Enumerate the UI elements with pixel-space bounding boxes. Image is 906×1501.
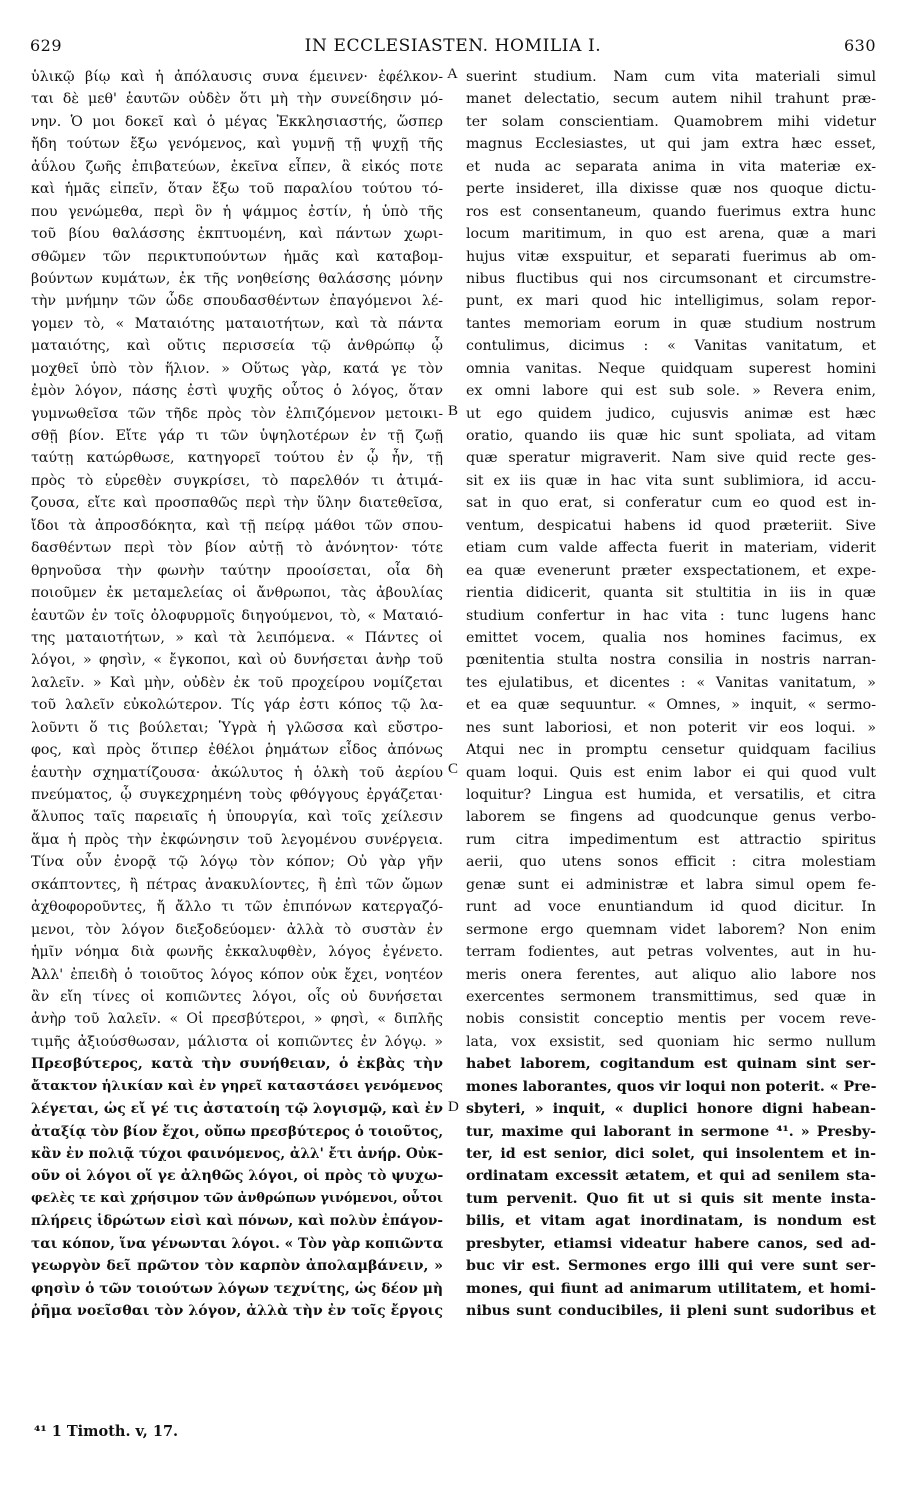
text-line: δασθέντων περὶ τὸν βίον αὐτῇ τὸ ἀνόνητον· τότε	[31, 540, 443, 557]
greek-text-column	[31, 66, 443, 1323]
text-line: laborem se fingens ad quodcunque genus verbo-	[466, 809, 876, 826]
text-line: ματαιότης, καὶ οὔτις περισσεία τῷ ἀνθρώπῳ ᾧ	[31, 338, 443, 355]
text-line: λοῦντι ὅ τις βούλεται; Ὑγρὰ ἡ γλῶσσα καὶ εὔστρο-	[31, 719, 443, 736]
text-line: mones laborantes, quos vir loqui non poterit. « Pre-	[466, 1078, 876, 1095]
text-line: Ἀλλ' ἐπειδὴ ὁ τοιοῦτος λόγος κόπον οὐκ ἔχει, νοητέον	[31, 966, 443, 983]
section-marker-a: A	[447, 66, 458, 82]
text-line: runt ad voce enuntiandum id quod dicitur. In	[466, 899, 876, 916]
text-line: nibus sunt conducibiles, ii pleni sunt sudoribus et	[466, 1303, 876, 1320]
text-line: ὑλικῷ βίῳ καὶ ἡ ἀπόλαυσις συνα έμεινεν· ἐφέλκον-	[31, 69, 443, 85]
text-line: rum citra impedimentum est attractio spiritus	[466, 831, 876, 848]
text-line: presbyter, etiamsi videatur habere canos, sed ad-	[466, 1235, 876, 1252]
text-line: nibus fluctibus qui nos circumsonant et circumstre-	[466, 270, 876, 287]
text-line: magnus Ecclesiastes, ut qui jam extra hæc esset,	[466, 136, 876, 153]
text-line: πνεύματος, ᾧ συγκεχρημένη τοὺς φθόγγους ἐργάζεται·	[31, 787, 443, 803]
text-line: ventum, despicatui habens id quod præteriit. Sive	[466, 517, 876, 534]
text-line: studium confertur in hac vita : tunc lugens hanc	[466, 607, 876, 624]
text-line: κἂν ἐν πολιᾷ τύχοι φαινόμενος, ἀλλ' ἔτι ἀνήρ. Οὐκ-	[31, 1146, 443, 1162]
text-line: oratio, quando iis quæ hic sunt spoliata, ad vitam	[466, 428, 876, 444]
text-line: μενοι, τὸν λόγον διεξοδεύομεν· ἀλλὰ τὸ συστὰν ἐν	[31, 921, 443, 938]
text-line: nobis consistit conceptio mentis per vocem reve-	[466, 1011, 876, 1028]
text-line: ταύτῃ κατώρθωσε, κατηγορεῖ τούτου ἐν ᾧ ἦν, τῇ	[31, 450, 443, 467]
text-line: πλήρεις ἱδρώτων εἰσὶ καὶ πόνων, καὶ πολὺν ἐπάγον-	[31, 1213, 443, 1230]
latin-text-column	[466, 66, 876, 1323]
text-line: θρηνοῦσα τὴν φωνὴν ταύτην προοίσεται, οἷα δὴ	[31, 562, 443, 579]
text-line: ποιοῦμεν ἐκ μεταμελείας οἱ ἄνθρωποι, τὰς ἀβουλίας	[31, 585, 443, 602]
text-line: ordinatam excessit ætatem, et qui ad senilem sta-	[466, 1168, 876, 1185]
text-line: οῦν οἱ λόγοι οἵ γε ἀληθῶς λόγοι, οἱ πρὸς τὸ ψυχω-	[31, 1168, 443, 1185]
text-line: ἂν εἴη τίνες οἱ κοπιῶντες λόγοι, οἷς οὐ δυνήσεται	[31, 988, 443, 1005]
text-line: ea quæ evenerunt præter exspectationem, et expe-	[466, 562, 876, 579]
text-line: βούντων κυμάτων, ἐκ τῆς νοηθείσης θαλάσσης μόνην	[31, 270, 443, 287]
text-line: sbyteri, » inquit, « duplici honore digni habean-	[466, 1101, 876, 1118]
text-line: ἐμὸν λόγον, πάσης ἐστὶ ψυχῆς οὗτος ὁ λόγος, ὅταν	[31, 383, 443, 400]
text-line: ἀταξίᾳ τὸν βίον ἔχοι, οὔπω πρεσβύτερος ὁ τοιοῦτος,	[31, 1123, 443, 1140]
text-line: nes sunt laboriosi, et non poterit vir eos loqui. »	[466, 719, 876, 736]
text-line: lata, vox exsistit, sed quoniam hic sermo nullum	[466, 1033, 876, 1050]
text-line: perte insideret, illa dixisse quæ nos quoque dictu-	[466, 181, 876, 198]
text-line: φελὲς τε καὶ χρήσιμον τῶν ἀνθρώπων γινόμενοι, οὗτοι	[31, 1190, 443, 1206]
text-line: habet laborem, cogitandum est quinam sint ser-	[466, 1056, 876, 1073]
text-line: ter solam conscientiam. Quamobrem mihi videtur	[466, 113, 876, 130]
text-line: λαλεῖν. » Καὶ μὴν, οὐδὲν ἐκ τοῦ προχείρου νομίζεται	[31, 674, 443, 691]
text-line: ἑαυτὴν σχηματίζουσα· ἀκώλυτος ἡ ὁλκὴ τοῦ ἀερίου	[31, 764, 443, 781]
text-line: Πρεσβύτερος, κατὰ τὴν συνήθειαν, ὁ ἐκβὰς τὴν	[31, 1056, 443, 1073]
text-line: τοῦ βίου θαλάσσης ἐκπτυομένη, καὶ πάντων χωρι-	[31, 226, 443, 243]
text-line: ζουσα, εἴτε καὶ προσπαθῶς περὶ τὴν ὕλην διατεθεῖσα,	[31, 495, 443, 512]
text-line: suerint studium. Nam cum vita materiali simul	[466, 69, 876, 85]
text-line: Τίνα οὖν ἐνορᾷ τῷ λόγῳ τὸν κόπον; Οὐ γὰρ γῆν	[31, 854, 443, 871]
text-line: etiam cum valde affecta fuerit in materiam, viderit	[466, 540, 876, 557]
text-line: τιμῆς ἀξιούσθωσαν, μάλιστα οἱ κοπιῶντες ἐν λόγῳ. »	[31, 1033, 443, 1050]
text-line: meris onera ferentes, aut aliquo alio labore nos	[466, 966, 876, 983]
text-line: γομεν τὸ, « Ματαιότης ματαιοτήτων, καὶ τὰ πάντα	[31, 315, 443, 332]
text-line: quæ speratur migraverit. Nam sive quid recte ges-	[466, 450, 876, 467]
text-line: ut ego quidem judico, cujusvis animæ est hæc	[466, 405, 876, 422]
text-line: ros est consentaneum, quando fuerimus extra hunc	[466, 203, 876, 220]
text-line: γυμνωθεῖσα τῶν τῆδε πρὸς τὸν ἐλπιζόμενον μετοικι-	[31, 405, 443, 422]
footnote: ⁴¹ 1 Timoth. v, 17.	[34, 1423, 179, 1440]
text-line: manet delectatio, secum autem nihil trahunt præ-	[466, 91, 876, 108]
page-header	[30, 36, 876, 58]
text-line: γεωργὸν δεῖ πρῶτον τὸν καρπὸν ἀπολαμβάνειν, »	[31, 1258, 443, 1275]
running-title: IN ECCLESIASTEN. HOMILIA I.	[304, 36, 602, 56]
text-line: omnia vanitas. Neque quidquam superest homini	[466, 360, 876, 377]
text-line: λόγοι, » φησὶν, « ἔγκοποι, καὶ οὐ δυνήσεται ἀνὴρ τοῦ	[31, 652, 443, 669]
text-line: ex omni labore qui est sub sole. » Revera enim,	[466, 383, 876, 400]
text-line: ται κόπον, ἵνα γένωνται λόγοι. « Τὸν γὰρ κοπιῶντα	[31, 1235, 443, 1252]
text-line: τὴν μνήμην τῶν ὧδε σπουδασθέντων ἐπαγόμενοι λέ-	[31, 293, 443, 310]
text-line: sit ex iis quæ in hac vita sunt sublimiora, id accu-	[466, 472, 876, 489]
text-line: σθῶμεν τῶν περικτυπούντων ἡμᾶς καὶ καταβομ-	[31, 248, 443, 265]
text-line: tes ejulatibus, et dicentes : « Vanitas vanitatum, »	[466, 674, 876, 691]
text-line: buc vir est. Sermones ergo illi qui vere sunt ser-	[466, 1258, 876, 1275]
text-line: σκάπτοντες, ἢ πέτρας ἀνακυλίοντες, ἢ ἐπὶ τῶν ὤμων	[31, 876, 443, 893]
text-line: ἄλυπος ταῖς παρειαῖς ἡ ὑπουργία, καὶ τοῖς χείλεσιν	[31, 809, 443, 826]
text-line: exercentes sermonem transmittimus, sed quæ in	[466, 988, 876, 1005]
text-line: μοχθεῖ ὑπὸ τὸν ἥλιον. » Οὕτως γὰρ, κατά γε τὸν	[31, 360, 443, 377]
text-line: ἀχθοφοροῦντες, ἤ ἄλλο τι τῶν ἐπιπόνων κατεργαζό-	[31, 899, 443, 916]
text-line: τοῦ λαλεῖν εὐκολώτερον. Τίς γάρ ἐστι κόπος τῷ λα-	[31, 697, 443, 714]
text-line: emittet vocem, qualia nos homines facimus, ex	[466, 629, 876, 646]
text-line: ῥῆμα νοεῖσθαι τὸν λόγον, ἀλλὰ τὴν ἐν τοῖς ἔργοις	[31, 1303, 443, 1320]
text-line: ἴδοι τὰ ἀπροσδόκητα, καὶ τῇ πείρᾳ μάθοι τῶν σπου-	[31, 517, 443, 534]
text-line: καὶ ἡμᾶς εἰπεῖν, ὅταν ἔξω τοῦ παραλίου τούτου τό-	[31, 181, 443, 198]
section-marker-b: B	[448, 403, 459, 419]
text-line: ἄτακτον ἡλικίαν καὶ ἐν γηρεῖ καταστάσει γενόμενος	[31, 1078, 443, 1094]
text-line: ἡμῖν νόημα διὰ φωνῆς ἐκκαλυφθὲν, λόγος ἐγένετο.	[31, 944, 443, 961]
text-line: Atqui nec in promptu censetur quidquam facilius	[466, 742, 876, 759]
text-line: που γενώμεθα, περὶ ὃν ἡ ψάμμος ἐστίν, ἡ ὑπὸ τῆς	[31, 203, 443, 220]
text-line: bilis, et vitam agat inordinatam, is nondum est	[466, 1213, 876, 1230]
text-line: pœnitentia stulta nostra consilia in nostris narran-	[466, 652, 876, 669]
page-number-right: 630	[843, 36, 876, 55]
text-line: φος, καὶ πρὸς ὅτιπερ ἐθέλοι ῥημάτων εἶδος ἀπόνως	[31, 742, 443, 759]
text-line: της ματαιοτήτων, » καὶ τὰ λειπόμενα. « Πάντες οἱ	[31, 629, 443, 646]
text-line: et ea quæ sequuntur. « Omnes, » inquit, « sermo-	[466, 697, 876, 714]
text-line: ἑαυτῶν ἐν τοῖς ὀλοφυρμοῖς διηγούμενοι, τὸ, « Ματαιό-	[31, 607, 443, 624]
text-line: sat in quo erat, si conferatur cum eo quod est in-	[466, 495, 876, 512]
text-line: hujus vitæ exspuitur, et separati fuerimus ab om-	[466, 248, 876, 265]
text-line: rientia didicerit, quanta sit stultitia in iis in quæ	[466, 585, 876, 602]
text-line: πρὸς τὸ εὑρεθὲν συγκρίσει, τὸ παρελθόν τι ἀτιμά-	[31, 472, 443, 489]
text-line: tantes memoriam eorum in quæ studium nostrum	[466, 315, 876, 332]
page-number-left: 629	[30, 36, 63, 55]
text-line: ἀΰλου ζωῆς ἐπιβατεύων, ἐκεῖνα εἶπεν, ἃ εἰκός ποτε	[31, 158, 443, 175]
text-line: terram fodientes, aut petras volventes, aut in hu-	[466, 944, 876, 961]
text-line: φησὶν ὁ τῶν τοιούτων λόγων τεχνίτης, ὡς δέον μὴ	[31, 1280, 443, 1297]
text-line: punt, ex mari quod hic intelligimus, solam repor-	[466, 293, 876, 310]
text-line: contulimus, dicimus : « Vanitas vanitatum, et	[466, 338, 876, 355]
section-marker-c: C	[448, 761, 459, 777]
text-line: sermone ergo quemnam videt laborem? Non enim	[466, 921, 876, 938]
text-line: mones, qui fiunt ad animarum utilitatem, et homi-	[466, 1280, 876, 1297]
text-line: ἅμα ἡ πρὸς τὴν ἐκφώνησιν τοῦ λεγομένου συνέργεια.	[31, 831, 443, 848]
text-line: λέγεται, ὡς εἴ γέ τις ἀστατοίη τῷ λογισμῷ, καὶ ἐν	[31, 1101, 443, 1118]
text-line: ἤδη τούτων ἔξω γενόμενος, καὶ γυμνῇ τῇ ψυχῇ τῆς	[31, 136, 443, 153]
section-marker-d: D	[448, 1099, 459, 1115]
text-line: loquitur? Lingua est humida, et versatilis, et citra	[466, 787, 876, 803]
text-line: quam loqui. Quis est enim labor ei qui quod vult	[466, 764, 876, 781]
text-line: et nuda ac separata anima in vita materiæ ex-	[466, 158, 876, 175]
text-line: σθῇ βίον. Εἴτε γάρ τι τῶν ὑψηλοτέρων ἐν τῇ ζωῇ	[31, 428, 443, 444]
text-line: ται δὲ μεθ' ἑαυτῶν οὐδὲν ὅτι μὴ τὴν συνείδησιν μό-	[31, 91, 443, 108]
text-line: tum pervenit. Quo fit ut si quis sit mente insta-	[466, 1190, 876, 1207]
text-line: ἀνὴρ τοῦ λαλεῖν. « Οἱ πρεσβύτεροι, » φησὶ, « διπλῆς	[31, 1011, 443, 1028]
text-line: genæ sunt ei administræ et labra simul opem fe-	[466, 876, 876, 893]
text-line: aerii, quo utens sonos efficit : citra molestiam	[466, 854, 876, 871]
text-line: ter, id est senior, dici solet, qui insolentem et in-	[466, 1146, 876, 1162]
text-line: tur, maxime qui laborant in sermone ⁴¹. » Presby-	[466, 1123, 876, 1140]
text-line: νην. Ὁ μοι δοκεῖ καὶ ὁ μέγας Ἐκκλησιαστής, ὥσπερ	[31, 113, 443, 130]
text-line: locum maritimum, in quo est arena, quæ a mari	[466, 226, 876, 243]
